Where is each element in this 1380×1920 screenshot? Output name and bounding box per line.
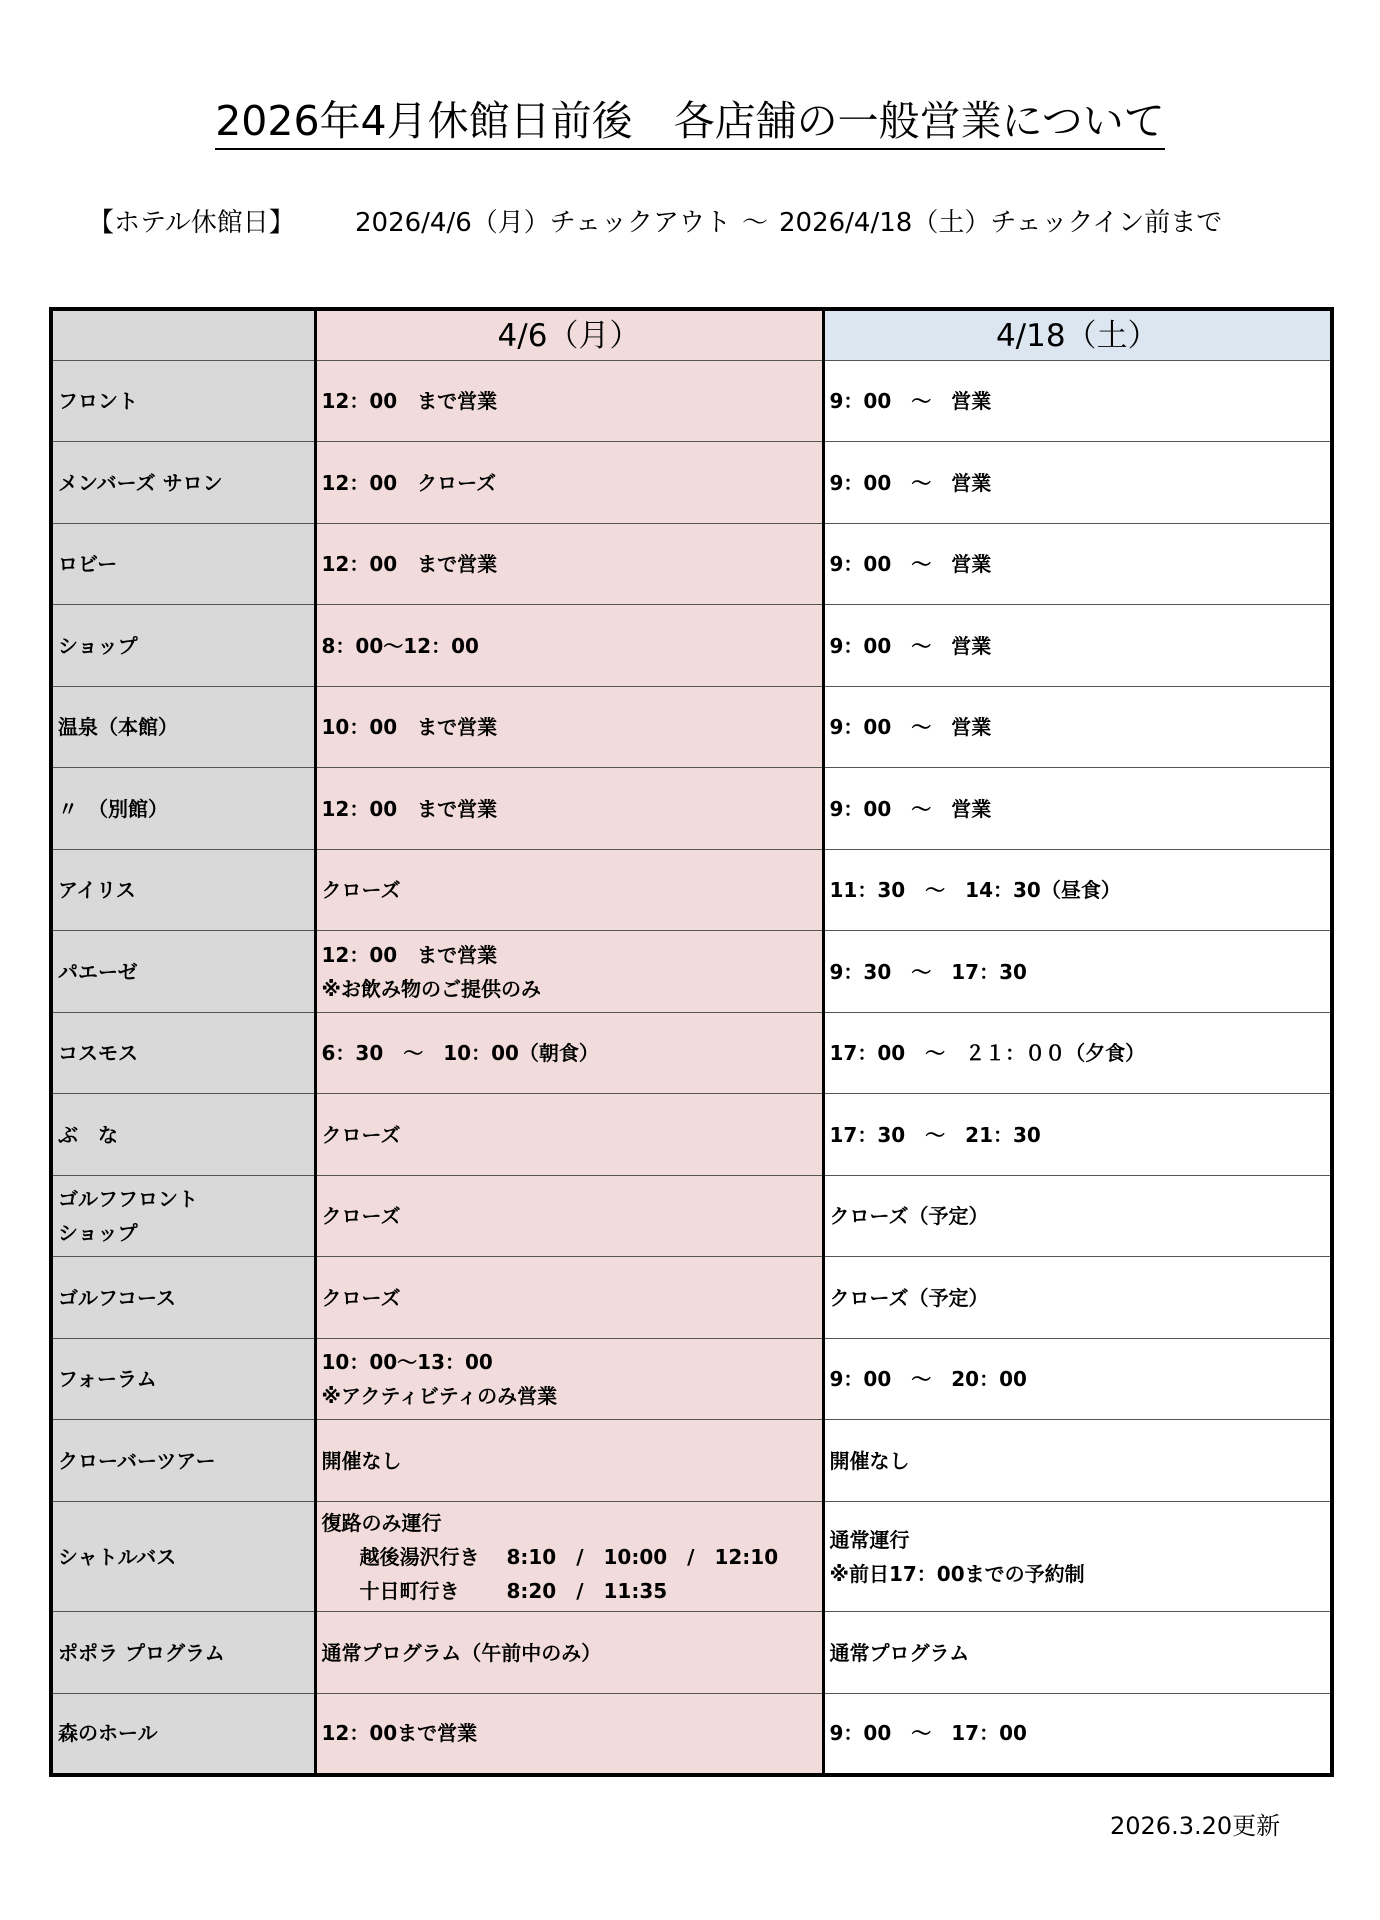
cell-line: クローズ	[321, 1122, 401, 1147]
name-cell	[51, 931, 315, 1012]
cell-line: クローズ（予定）	[829, 1285, 989, 1310]
date1-cell	[315, 442, 823, 523]
closure-from: 2026/4/6（月）チェックアウト	[355, 208, 731, 238]
cell-line: クローズ（予定）	[829, 1204, 989, 1229]
date2-cell	[823, 1012, 1332, 1093]
date2-cell	[823, 1094, 1332, 1175]
date2-cell	[823, 361, 1332, 442]
date1-cell	[315, 1420, 823, 1501]
date2-cell	[823, 931, 1332, 1012]
cell-line: 9：00 ～ 営業	[829, 552, 992, 577]
table-row	[51, 1612, 1332, 1693]
name-cell	[51, 849, 315, 930]
cell-line: 通常プログラム（午前中のみ）	[321, 1640, 602, 1665]
closure-label: 【ホテル休館日】	[88, 208, 295, 238]
name-cell	[51, 442, 315, 523]
cell-line: 9：00 ～ 営業	[829, 389, 992, 414]
table-body	[51, 361, 1332, 1776]
date1-cell	[315, 361, 823, 442]
name-cell	[51, 1420, 315, 1501]
cell-line: クローバーツアー	[58, 1448, 216, 1473]
date1-cell	[315, 1012, 823, 1093]
table-row	[51, 1501, 1332, 1612]
cell-line: 9：00 ～ 20：00	[829, 1367, 1027, 1392]
date1-cell	[315, 1612, 823, 1693]
cell-line: 12：00 まで営業	[321, 796, 498, 821]
cell-line: ゴルフコース	[58, 1285, 176, 1310]
name-cell	[51, 686, 315, 767]
cell-line: パエーゼ	[58, 959, 138, 984]
date1-cell	[315, 1257, 823, 1338]
cell-line: 10：00～13：00	[321, 1350, 493, 1375]
name-cell	[51, 1338, 315, 1419]
date1-cell	[315, 686, 823, 767]
cell-line: 11：30 ～ 14：30（昼食）	[829, 878, 1121, 903]
name-cell	[51, 605, 315, 686]
table-row	[51, 686, 1332, 767]
cell-line: クローズ	[321, 1285, 401, 1310]
name-cell	[51, 768, 315, 849]
cell-line: 9：00 ～ 営業	[829, 470, 992, 495]
cell-line: 17：30 ～ 21：30	[829, 1122, 1041, 1147]
cell-line: 9：00 ～ 営業	[829, 633, 992, 658]
cell-line: 森のホール	[58, 1721, 158, 1746]
cell-line: アイリス	[58, 878, 136, 903]
cell-line: ロビー	[58, 552, 118, 577]
cell-line: ポポラ プログラム	[58, 1640, 225, 1665]
table-row	[51, 361, 1332, 442]
cell-line: ショップ	[58, 633, 138, 658]
page-title-text: 2026年4月休館日前後 各店舗の一般営業について	[215, 97, 1165, 150]
cell-line: シャトルバス	[58, 1544, 177, 1569]
date2-cell	[823, 1612, 1332, 1693]
name-cell	[51, 1612, 315, 1693]
table-row	[51, 1012, 1332, 1093]
cell-line: 通常運行	[829, 1527, 910, 1552]
cell-line: 十日町行き 8:20 / 11:35	[359, 1578, 668, 1603]
table-row	[51, 442, 1332, 523]
header-blank	[51, 309, 315, 361]
schedule-table	[49, 307, 1334, 1777]
cell-line: ぶ な	[58, 1122, 118, 1147]
cell-line: 9：30 ～ 17：30	[829, 959, 1027, 984]
name-cell	[51, 1175, 315, 1256]
cell-line: 12：00 まで営業	[321, 942, 498, 967]
date2-cell	[823, 523, 1332, 604]
cell-line: メンバーズ サロン	[58, 470, 223, 495]
cell-line: ショップ	[58, 1221, 138, 1246]
table-row	[51, 1338, 1332, 1419]
date1-cell	[315, 768, 823, 849]
cell-line: 12：00 まで営業	[321, 389, 498, 414]
name-cell	[51, 523, 315, 604]
closure-to: 2026/4/18（土）チェックイン前まで	[779, 208, 1223, 238]
table-row	[51, 931, 1332, 1012]
cell-line: フォーラム	[58, 1367, 157, 1392]
cell-line: クローズ	[321, 878, 401, 903]
cell-line: ※お飲み物のご提供のみ	[321, 976, 541, 1001]
date1-cell	[315, 931, 823, 1012]
cell-line: クローズ	[321, 1204, 401, 1229]
date2-cell	[823, 1693, 1332, 1775]
cell-line: 8：00～12：00	[321, 633, 479, 658]
date2-cell	[823, 1257, 1332, 1338]
date2-cell	[823, 605, 1332, 686]
date1-cell	[315, 1094, 823, 1175]
cell-line: 〃 （別館）	[58, 796, 168, 821]
closure-period	[88, 202, 1338, 239]
header-date-2: 4/18（土）	[823, 309, 1332, 361]
cell-line: 6：30 ～ 10：00（朝食）	[321, 1041, 599, 1066]
date2-cell	[823, 1420, 1332, 1501]
table-row	[51, 849, 1332, 930]
date2-cell	[823, 686, 1332, 767]
cell-line: ※前日17：00までの予約制	[829, 1561, 1085, 1586]
date1-cell	[315, 523, 823, 604]
cell-line: 越後湯沢行き 8:10 / 10:00 / 12:10	[359, 1544, 779, 1569]
date1-cell	[315, 1501, 823, 1612]
cell-line: 復路のみ運行	[321, 1510, 442, 1535]
closure-tilde: ～	[741, 208, 768, 238]
date2-cell	[823, 768, 1332, 849]
name-cell	[51, 1094, 315, 1175]
table-header-row	[51, 309, 1332, 361]
date1-cell	[315, 1338, 823, 1419]
cell-line: 9：00 ～ 17：00	[829, 1721, 1027, 1746]
updated-date: 2026.3.20更新	[1110, 1812, 1281, 1840]
table-row	[51, 768, 1332, 849]
date1-cell	[315, 849, 823, 930]
table-row	[51, 1175, 1332, 1256]
date1-cell	[315, 1175, 823, 1256]
date2-cell	[823, 1175, 1332, 1256]
date1-cell	[315, 1693, 823, 1775]
name-cell	[51, 1501, 315, 1612]
table-row	[51, 1257, 1332, 1338]
cell-line: ゴルフフロント	[58, 1187, 198, 1212]
table-row	[51, 1693, 1332, 1775]
date2-cell	[823, 1338, 1332, 1419]
cell-line: コスモス	[58, 1041, 138, 1066]
date2-cell	[823, 442, 1332, 523]
date1-cell	[315, 605, 823, 686]
header-date-1: 4/6（月）	[315, 309, 823, 361]
name-cell	[51, 1257, 315, 1338]
cell-line: 17：00 ～ ２１：００（夕食）	[829, 1041, 1146, 1066]
name-cell	[51, 361, 315, 442]
table-row	[51, 523, 1332, 604]
table-row	[51, 1094, 1332, 1175]
cell-line: 12：00まで営業	[321, 1721, 478, 1746]
cell-line: 12：00 クローズ	[321, 470, 497, 495]
cell-line: フロント	[58, 389, 138, 414]
name-cell	[51, 1012, 315, 1093]
cell-line: 温泉（本館）	[58, 715, 178, 740]
date2-cell	[823, 1501, 1332, 1612]
cell-line: 開催なし	[829, 1448, 910, 1473]
table-row	[51, 605, 1332, 686]
cell-line: 開催なし	[321, 1448, 402, 1473]
cell-line: 10：00 まで営業	[321, 715, 498, 740]
date2-cell	[823, 849, 1332, 930]
cell-line: 9：00 ～ 営業	[829, 715, 992, 740]
name-cell	[51, 1693, 315, 1775]
cell-line: 9：00 ～ 営業	[829, 796, 992, 821]
cell-line: ※アクティビティのみ営業	[321, 1384, 558, 1409]
cell-line: 12：00 まで営業	[321, 552, 498, 577]
page-title	[0, 88, 1380, 147]
cell-line: 通常プログラム	[829, 1640, 970, 1665]
table-row	[51, 1420, 1332, 1501]
